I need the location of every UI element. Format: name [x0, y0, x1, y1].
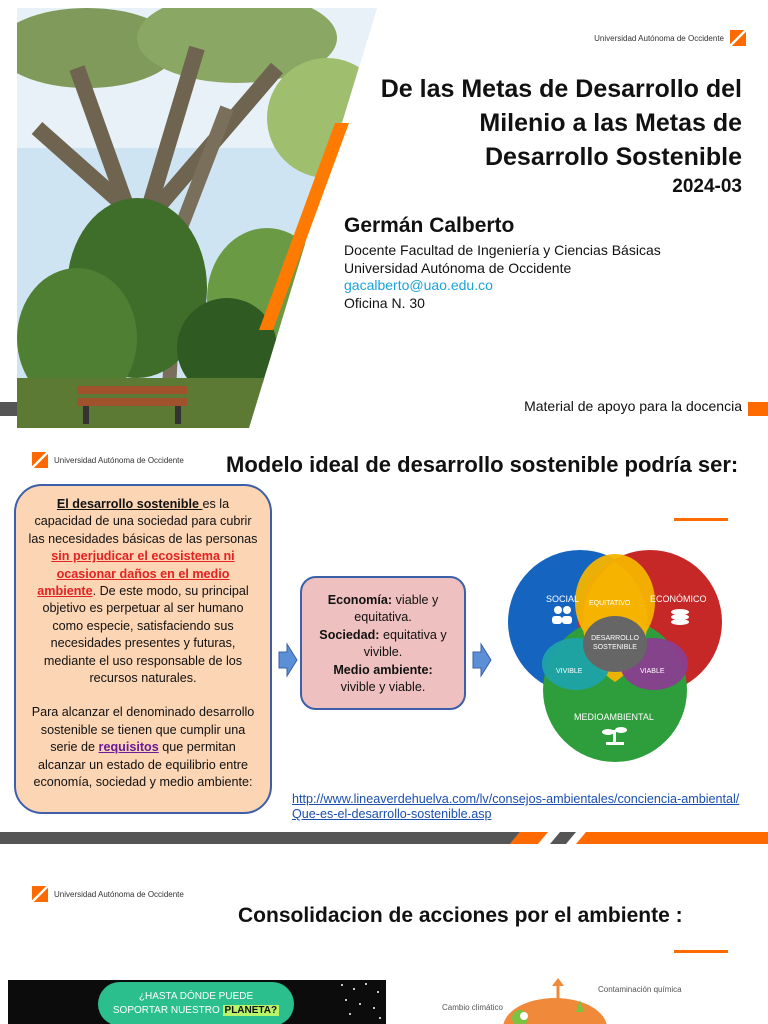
- email-link[interactable]: gacalberto@uao.edu.co: [344, 277, 493, 293]
- center-label-1: DESARROLLO: [591, 635, 639, 642]
- arrow-right-icon: [471, 642, 493, 678]
- center-label-2: SOSTENIBLE: [593, 644, 637, 651]
- definition-box: [14, 484, 272, 814]
- tree-photo: [17, 8, 377, 428]
- definition-text-b: . De este modo, su principal objetivo es perpetuar al ser humano como especie, satisfaciendo sus necesidades presentes y futuras, mediante el uso responsable de los recursos naturales.: [42, 584, 249, 686]
- planet-boundaries-graphic: [500, 976, 610, 1024]
- logo-mark-icon: [32, 886, 48, 902]
- grey-decoration: [0, 402, 17, 416]
- slide-title: [0, 0, 768, 430]
- sociedad-value: equitativa y vivible.: [363, 627, 447, 660]
- vivible-label: VIVIBLE: [556, 668, 583, 675]
- economico-label: ECONÓMICO: [650, 594, 707, 604]
- title-accent-bar: [674, 950, 728, 953]
- poster-line-2: SOPORTAR NUESTRO: [112, 1005, 220, 1016]
- slide-sustainable-model: [0, 432, 768, 852]
- footer-note: Material de apoyo para la docencia: [524, 398, 742, 414]
- equitativo-label: EQUITATIVO: [589, 600, 631, 607]
- requirements-text-a: Para alcanzar el denominado desarrollo sostenible se tienen que cumplir una serie de: [31, 705, 255, 755]
- social-label: SOCIAL: [546, 594, 580, 604]
- chemical-pollution-label: Contaminación química: [598, 985, 682, 994]
- medioambiental-label: MEDIOAMBIENTAL: [574, 712, 654, 722]
- slide-banner: [0, 828, 768, 848]
- requirements-text-b: que permitan alcanzar un estado de equilibrio entre economía, sociedad y medio ambiente:: [33, 740, 253, 790]
- logo-mark-icon: [730, 30, 746, 46]
- author-name: Germán Calberto: [344, 214, 515, 237]
- economia-value: viable y equitativa.: [354, 593, 439, 625]
- faculty-line: Docente Facultad de Ingeniería y Ciencias Básicas: [344, 242, 661, 258]
- requisitos-link[interactable]: requisitos: [98, 740, 159, 755]
- definition-paragraph: [28, 496, 258, 687]
- sustainability-venn-diagram: [500, 542, 730, 772]
- presentation-title: De las Metas de Desarrollo del Milenio a las Metas de Desarrollo Sostenible: [380, 75, 742, 171]
- orange-decoration: [748, 402, 768, 416]
- author-info: [344, 242, 661, 312]
- medio-label: Medio ambiente:: [333, 662, 433, 677]
- viable-label: VIABLE: [640, 668, 665, 675]
- coins-icon: [671, 609, 689, 625]
- title-accent-bar: [674, 518, 728, 521]
- economia-label: Economía:: [327, 593, 393, 607]
- source-link[interactable]: http://www.lineaverdehuelva.com/lv/consejos-ambientales/conciencia-ambiental/Que-es-el-desarrollo-sostenible.asp: [292, 792, 740, 821]
- slide-title: Consolidacion de acciones por el ambiente :: [238, 904, 683, 927]
- university-logo: [32, 452, 184, 468]
- logo-mark-icon: [32, 452, 48, 468]
- poster-line-1: ¿HASTA DÓNDE PUEDE: [138, 991, 254, 1002]
- year-label: 2024-03: [672, 176, 742, 197]
- sociedad-label: Sociedad:: [319, 627, 380, 642]
- term-label: El desarrollo sostenible: [56, 497, 203, 511]
- highlight-text: sin perjudicar el ecosistema ni ocasionar daños en el medio ambiente: [37, 549, 235, 599]
- university-logo: [32, 886, 184, 902]
- university-line: Universidad Autónoma de Occidente: [344, 259, 572, 276]
- office-line: Oficina N. 30: [344, 294, 425, 311]
- university-logo: [594, 30, 746, 46]
- requirements-paragraph: [28, 704, 258, 791]
- climate-change-label: Cambio climático: [442, 1003, 503, 1012]
- stars-decoration: [336, 980, 386, 1024]
- poster-pill: [98, 982, 294, 1024]
- logo-text: Universidad Autónoma de Occidente: [594, 33, 724, 43]
- slide-title: Modelo ideal de desarrollo sostenible podría ser:: [226, 452, 739, 477]
- planet-poster: [8, 980, 386, 1024]
- slide-environment-actions: [0, 858, 768, 1024]
- arrow-right-icon: [277, 642, 299, 678]
- medio-value: vivible y viable.: [340, 680, 426, 695]
- definition-text-a: es la capacidad de una sociedad para cubrir las necesidades básicas de las personas: [28, 497, 258, 546]
- dimensions-box: [300, 576, 466, 710]
- logo-text: Universidad Autónoma de Occidente: [54, 889, 184, 899]
- logo-text: Universidad Autónoma de Occidente: [54, 455, 184, 465]
- poster-highlight: PLANETA?: [224, 1005, 278, 1016]
